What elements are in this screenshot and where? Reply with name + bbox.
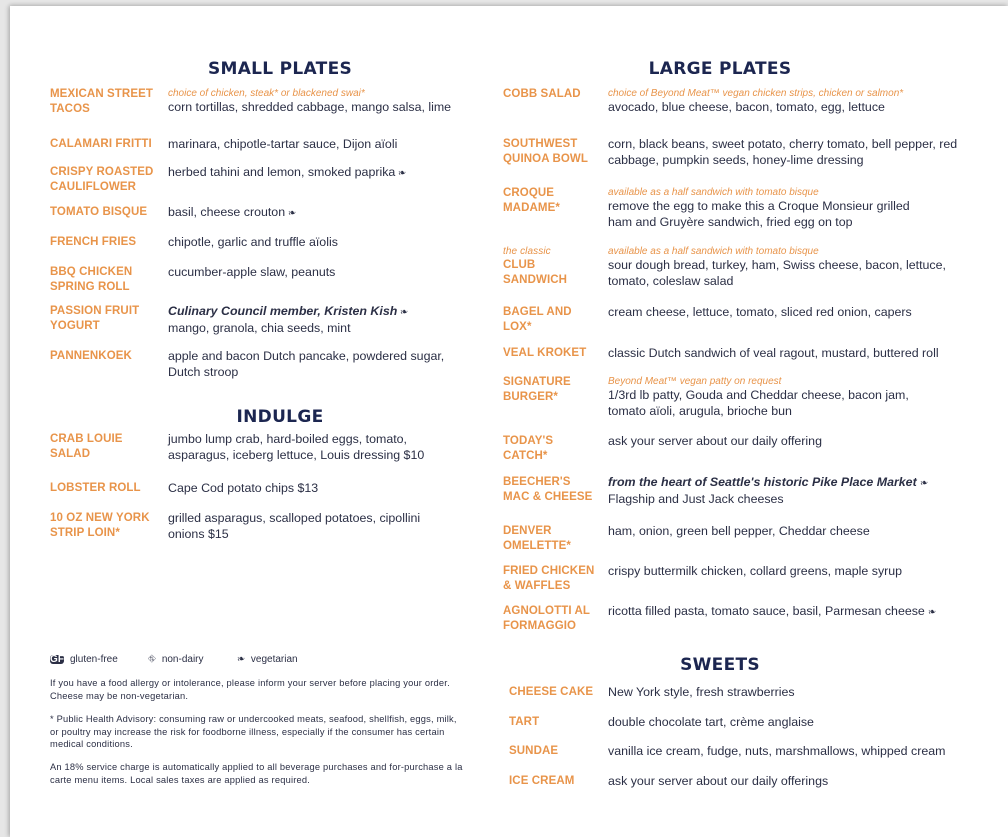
non-dairy-icon: ⛗ [147, 654, 156, 665]
item-feature [168, 304, 498, 321]
item-desc-block [168, 265, 498, 281]
legend-label: vegetarian [250, 654, 298, 665]
item-desc: ask your server about our daily offering [608, 434, 822, 448]
allergy-note: If you have a food allergy or intolerance, please inform your server before placing your order. Cheese may be non-vegetarian. [50, 678, 450, 701]
item-desc: vanilla ice cream, fudge, nuts, marshmallows, whipped cream [608, 744, 946, 758]
item-desc: grilled asparagus, scalloped potatoes, cipollini onions $15 [168, 511, 421, 541]
item-name-block [503, 245, 598, 288]
sweets-heading: SWEETS [680, 655, 760, 675]
item-desc: Cape Cod potato chips $13 [168, 481, 319, 495]
item-desc-block [608, 564, 958, 580]
item-name: DENVER OMELETTE* [503, 525, 571, 552]
item-name: BEECHER'S MAC & CHEESE [503, 476, 593, 503]
legend-label: gluten-free [70, 654, 118, 665]
item-desc-block [608, 186, 928, 230]
item-name: LOBSTER ROLL [50, 482, 141, 494]
item-desc-block [168, 349, 468, 380]
item-desc: cream cheese, lettuce, tomato, sliced red onion, capers [608, 305, 912, 319]
item-desc: sour dough bread, turkey, ham, Swiss cheese, bacon, lettuce, tomato, coleslaw salad [608, 258, 946, 288]
item-desc: crispy buttermilk chicken, collard greens, maple syrup [608, 564, 903, 578]
item-name: SOUTHWEST QUINOA BOWL [503, 138, 588, 165]
item-name: CRISPY ROASTED CAULIFLOWER [50, 166, 154, 193]
item-name: CALAMARI FRITTI [50, 138, 152, 150]
item-desc: double chocolate tart, crème anglaise [608, 715, 814, 729]
item-desc: ricotta filled pasta, tomato sauce, basil, Parmesan cheese [608, 604, 925, 618]
item-name: CLUB SANDWICH [503, 259, 568, 286]
item-desc-block [608, 346, 968, 362]
item-desc-block [608, 137, 958, 168]
item-prefix: the classic [503, 246, 551, 257]
item-name: PASSION FRUIT YOGURT [50, 305, 140, 332]
item-desc-block [168, 511, 448, 542]
item-note: Beyond Meat™ vegan patty on request [608, 376, 782, 387]
item-name: FRENCH FRIES [50, 236, 137, 248]
item-desc-block [608, 87, 958, 116]
item-desc: cucumber-apple slaw, peanuts [168, 265, 336, 279]
item-desc: apple and bacon Dutch pancake, powdered sugar, Dutch stroop [168, 349, 445, 379]
item-desc: ham, onion, green bell pepper, Cheddar cheese [608, 524, 870, 538]
item-desc: New York style, fresh strawberries [608, 685, 795, 699]
vegetarian-icon: ❧ [235, 653, 246, 666]
item-name: CROQUE MADAME* [503, 187, 560, 214]
indulge-heading: INDULGE [236, 407, 324, 427]
item-desc: Flagship and Just Jack cheeses [608, 491, 784, 506]
item-name: COBB SALAD [503, 88, 581, 100]
item-name: ICE CREAM [509, 775, 575, 787]
large-plates-heading: LARGE PLATES [648, 59, 792, 79]
legend-label: non-dairy [161, 654, 204, 665]
service-charge-note: An 18% service charge is automatically applied to all beverage purchases and for-purchase a la carte menu items. Local sales taxes are applied as required. [50, 762, 463, 785]
item-name: FRIED CHICKEN & WAFFLES [503, 565, 595, 592]
item-desc-block [608, 524, 958, 540]
item-desc-block [608, 744, 978, 760]
item-name: SIGNATURE BURGER* [503, 376, 571, 403]
item-desc-block [608, 715, 968, 731]
vegetarian-icon: ❧ [397, 167, 408, 180]
menu-sheet [10, 6, 1008, 837]
item-note: choice of chicken, steak* or blackened swai* [168, 88, 365, 99]
item-desc-block [608, 774, 968, 790]
feature-text: Culinary Council member, Kristen Kish [168, 304, 398, 318]
feature-text: from the heart of Seattle's historic Pike Place Market [608, 475, 917, 489]
item-desc-block [168, 87, 498, 116]
item-desc: ask your server about our daily offerings [608, 774, 829, 788]
item-desc-block [168, 235, 498, 251]
item-name: AGNOLOTTI AL FORMAGGIO [503, 605, 590, 632]
item-desc-block [608, 434, 958, 450]
item-desc: marinara, chipotle-tartar sauce, Dijon aïoli [168, 137, 398, 151]
item-desc: corn tortillas, shredded cabbage, mango salsa, lime [168, 100, 452, 114]
item-desc-block [168, 432, 458, 463]
legend-non-dairy [148, 654, 204, 665]
item-name: TOMATO BISQUE [50, 206, 148, 218]
item-name: PANNENKOEK [50, 350, 132, 362]
item-desc-block [168, 137, 498, 153]
vegetarian-icon: ❧ [918, 477, 929, 490]
item-note: choice of Beyond Meat™ vegan chicken strips, chicken or salmon* [608, 88, 904, 99]
item-desc-block [168, 165, 498, 182]
item-desc: basil, cheese crouton [168, 205, 286, 219]
item-desc: chipotle, garlic and truffle aïolis [168, 235, 338, 249]
item-desc: avocado, blue cheese, bacon, tomato, egg, lettuce [608, 100, 885, 114]
vegetarian-icon: ❧ [287, 207, 298, 220]
item-desc: herbed tahini and lemon, smoked paprika [168, 165, 396, 179]
item-name: SUNDAE [509, 745, 559, 757]
item-desc: remove the egg to make this a Croque Monsieur grilled ham and Gruyère sandwich, fried egg on top [608, 199, 910, 229]
item-desc-block [608, 685, 968, 701]
item-name: VEAL KROKET [503, 347, 587, 359]
dietary-legend [50, 654, 328, 665]
item-desc: mango, granola, chia seeds, mint [168, 320, 351, 335]
item-name: TART [509, 716, 540, 728]
item-desc-block [608, 375, 938, 419]
item-desc-block [168, 481, 458, 497]
legend-gluten-free [50, 654, 118, 665]
item-desc: corn, black beans, sweet potato, cherry tomato, bell pepper, red cabbage, pumpkin seeds, honey-lime dressing [608, 137, 958, 167]
vegetarian-icon: ❧ [399, 306, 410, 319]
item-note: available as a half sandwich with tomato bisque [608, 187, 819, 198]
item-desc: jumbo lump crab, hard-boiled eggs, tomato, asparagus, iceberg lettuce, Louis dressing $10 [168, 432, 425, 462]
item-name: 10 OZ NEW YORK STRIP LOIN* [50, 512, 150, 539]
item-desc-block [608, 475, 968, 507]
item-name: CHEESE CAKE [509, 686, 594, 698]
health-advisory: * Public Health Advisory: consuming raw or undercooked meats, seafood, shellfish, eggs, milk, or poultry may increase the risk for foodborne illness, especially if the consumer has certain medical conditions. [50, 714, 457, 749]
item-feature [608, 475, 968, 492]
legend-vegetarian [234, 654, 298, 665]
item-desc-block [608, 245, 958, 289]
item-note: available as a half sandwich with tomato bisque [608, 246, 819, 257]
item-name: BAGEL AND LOX* [503, 306, 572, 333]
item-desc-block [608, 604, 968, 621]
gluten-free-icon: GF [50, 654, 64, 665]
small-plates-heading: SMALL PLATES [207, 59, 353, 79]
vegetarian-icon: ❧ [926, 606, 938, 619]
item-name: BBQ CHICKEN SPRING ROLL [50, 266, 133, 293]
item-desc-block [168, 304, 498, 336]
item-desc-block [608, 305, 958, 321]
item-name: TODAY'S CATCH* [503, 435, 554, 462]
item-name: MEXICAN STREET TACOS [50, 88, 153, 115]
item-desc: classic Dutch sandwich of veal ragout, mustard, buttered roll [608, 346, 939, 360]
item-desc: 1/3rd lb patty, Gouda and Cheddar cheese, bacon jam, tomato aïoli, arugula, brioche bun [608, 388, 909, 418]
item-desc-block [168, 205, 498, 222]
item-name: CRAB LOUIE SALAD [50, 433, 123, 460]
